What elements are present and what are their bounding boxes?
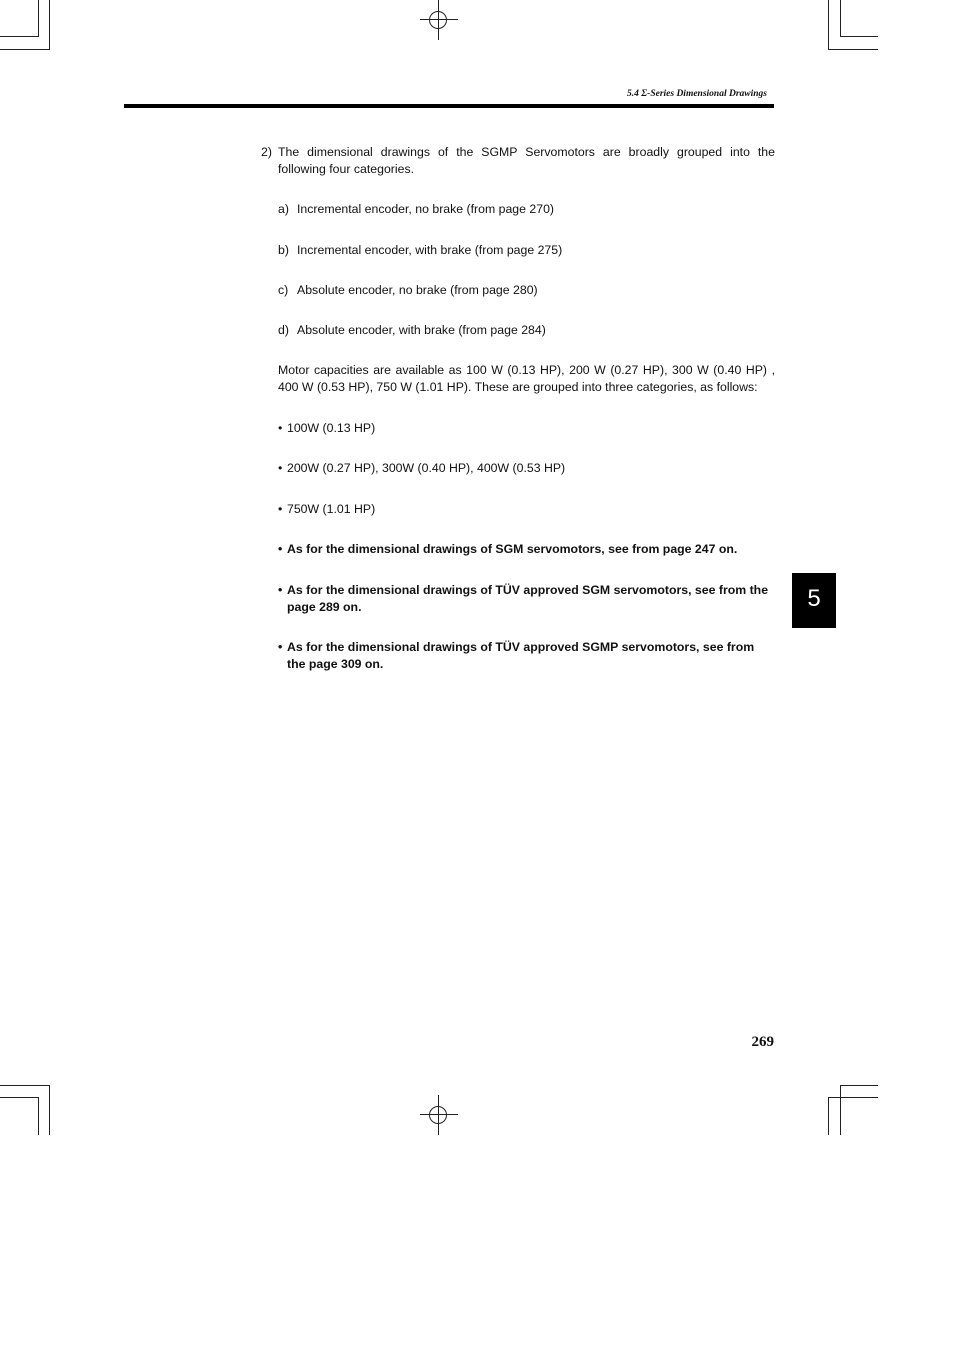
capacity-group-text: 100W (0.13 HP) <box>287 421 376 435</box>
reference-text: As for the dimensional drawings of SGM servomotors, see from page 247 on. <box>287 542 738 556</box>
category-letter: c) <box>278 283 289 297</box>
category-item <box>278 201 554 218</box>
bullet-dot: • <box>278 421 283 435</box>
capacities-paragraph: Motor capacities are available as 100 W (0.13 HP), 200 W (0.27 HP), 300 W (0.40 HP) , 400 W (0.53 HP), 750 W (1.01 HP). These are grouped into three categories, as follows: <box>278 363 775 394</box>
category-item <box>278 322 546 339</box>
bullet-dot: • <box>278 461 283 475</box>
category-text: Incremental encoder, with brake (from page 275) <box>297 243 563 257</box>
capacity-group-text: 750W (1.01 HP) <box>287 502 376 516</box>
chapter-tab: 5 <box>792 573 836 628</box>
category-letter: b) <box>278 243 289 257</box>
intro-number: 2) <box>261 145 272 159</box>
running-header: 5.4 Σ-Series Dimensional Drawings <box>627 89 767 99</box>
category-letter: a) <box>278 202 289 216</box>
bullet-dot: • <box>278 542 283 556</box>
category-letter: d) <box>278 323 289 337</box>
capacity-group-text: 200W (0.27 HP), 300W (0.40 HP), 400W (0.53 HP) <box>287 461 566 475</box>
category-item <box>278 242 562 259</box>
page-number: 269 <box>751 1034 774 1050</box>
reference-text: As for the dimensional drawings of TÜV approved SGMP servomotors, see from the page 309 on. <box>287 640 755 671</box>
intro-text: The dimensional drawings of the SGMP Servomotors are broadly grouped into the following four categories. <box>278 145 775 176</box>
category-text: Absolute encoder, with brake (from page 284) <box>297 323 546 337</box>
reference-text: As for the dimensional drawings of TÜV approved SGM servomotors, see from the page 289 on. <box>287 583 769 614</box>
category-text: Incremental encoder, no brake (from page 270) <box>297 202 555 216</box>
bullet-dot: • <box>278 583 283 597</box>
header-rule <box>124 104 774 108</box>
bullet-dot: • <box>278 640 283 654</box>
category-item <box>278 282 538 299</box>
category-text: Absolute encoder, no brake (from page 280) <box>297 283 538 297</box>
bullet-dot: • <box>278 502 283 516</box>
